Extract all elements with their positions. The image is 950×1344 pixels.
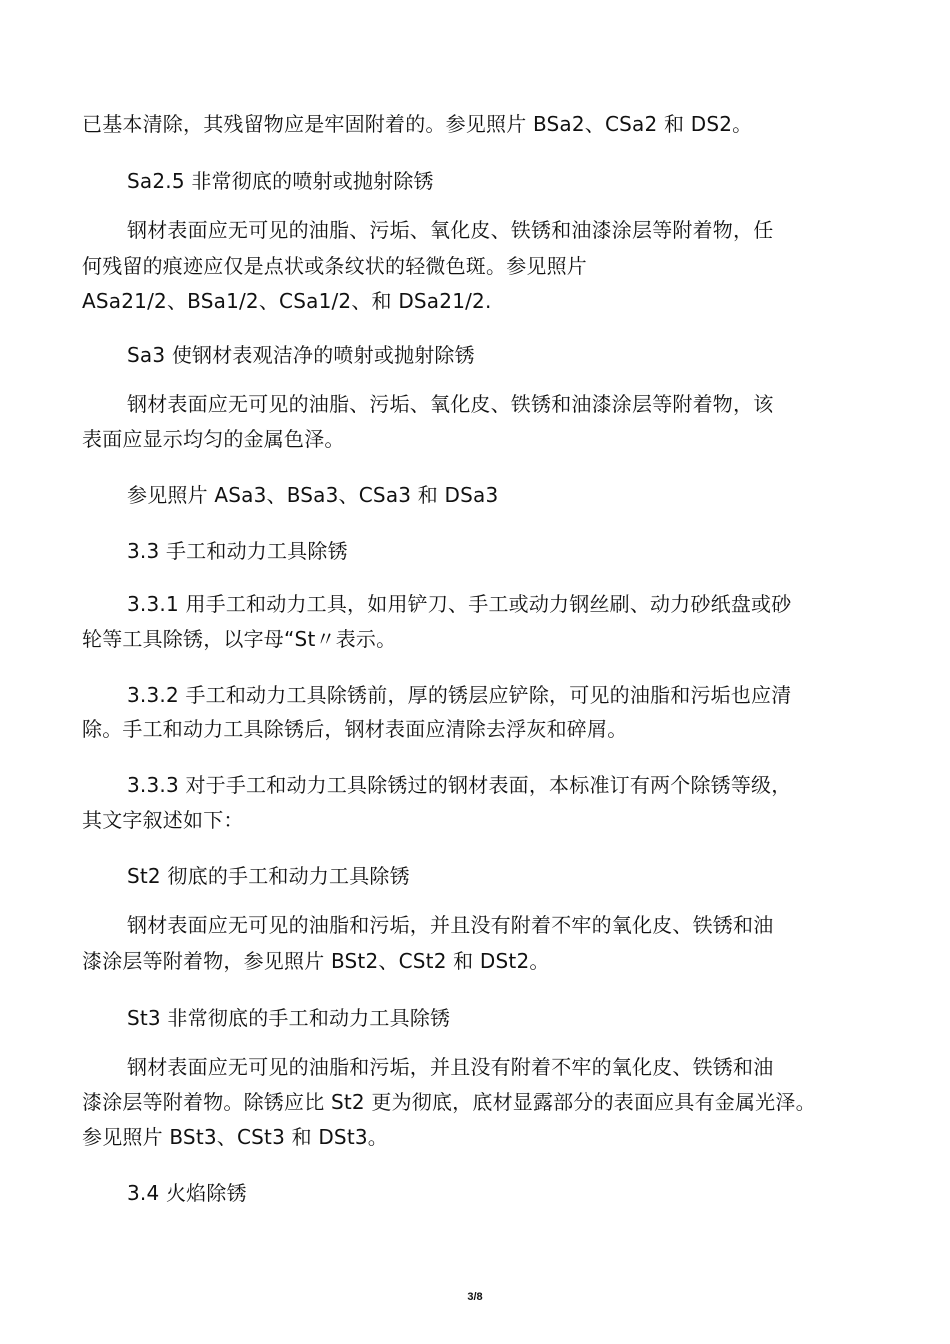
section-heading-3-4: 3.4 火焰除锈 (127, 1181, 247, 1205)
section-heading-sa3: Sa3 使钢材表观洁净的喷射或抛射除锈 (127, 343, 475, 367)
paragraph-line: 钢材表面应无可见的油脂、污垢、氧化皮、铁锈和油漆涂层等附着物，任 (127, 218, 774, 242)
section-heading-sa2-5: Sa2.5 非常彻底的喷射或抛射除锈 (127, 169, 434, 193)
paragraph-line: 3.3.2 手工和动力工具除锈前，厚的锈层应铲除，可见的油脂和污垢也应清 (127, 683, 792, 707)
paragraph-line: 3.3.1 用手工和动力工具，如用铲刀、手工或动力钢丝刷、动力砂纸盘或砂 (127, 592, 792, 616)
paragraph-line: 除。手工和动力工具除锈后，钢材表面应清除去浮灰和碎屑。 (82, 717, 628, 741)
paragraph-line: 参见照片 ASa3、BSa3、CSa3 和 DSa3 (127, 483, 499, 507)
paragraph-line: 表面应显示均匀的金属色泽。 (82, 427, 345, 451)
paragraph-line: 3.3.3 对于手工和动力工具除锈过的钢材表面，本标准订有两个除锈等级， (127, 773, 792, 797)
paragraph-line: ASa21/2、BSa1/2、CSa1/2、和 DSa21/2. (82, 289, 492, 313)
paragraph-line: 钢材表面应无可见的油脂和污垢，并且没有附着不牢的氧化皮、铁锈和油 (127, 913, 774, 937)
section-heading-3-3: 3.3 手工和动力工具除锈 (127, 539, 348, 563)
page-number: 3/8 (467, 1291, 483, 1303)
paragraph-line: 何残留的痕迹应仅是点状或条纹状的轻微色斑。参见照片 (82, 254, 587, 278)
paragraph-line: 漆涂层等附着物，参见照片 BSt2、CSt2 和 DSt2。 (82, 949, 550, 973)
paragraph-line: 其文字叙述如下： (82, 808, 244, 832)
paragraph-line: 钢材表面应无可见的油脂和污垢，并且没有附着不牢的氧化皮、铁锈和油 (127, 1055, 774, 1079)
paragraph-line: 漆涂层等附着物。除锈应比 St2 更为彻底，底材显露部分的表面应具有金属光泽。 (82, 1090, 816, 1114)
section-heading-st2: St2 彻底的手工和动力工具除锈 (127, 864, 410, 888)
paragraph-line: 钢材表面应无可见的油脂、污垢、氧化皮、铁锈和油漆涂层等附着物，该 (127, 392, 774, 416)
paragraph-line: 已基本清除，其残留物应是牢固附着的。参见照片 BSa2、CSa2 和 DS2。 (82, 112, 753, 136)
section-heading-st3: St3 非常彻底的手工和动力工具除锈 (127, 1006, 451, 1030)
paragraph-line: 轮等工具除锈，以字母“St〃表示。 (82, 627, 397, 651)
paragraph-line: 参见照片 BSt3、CSt3 和 DSt3。 (82, 1125, 388, 1149)
